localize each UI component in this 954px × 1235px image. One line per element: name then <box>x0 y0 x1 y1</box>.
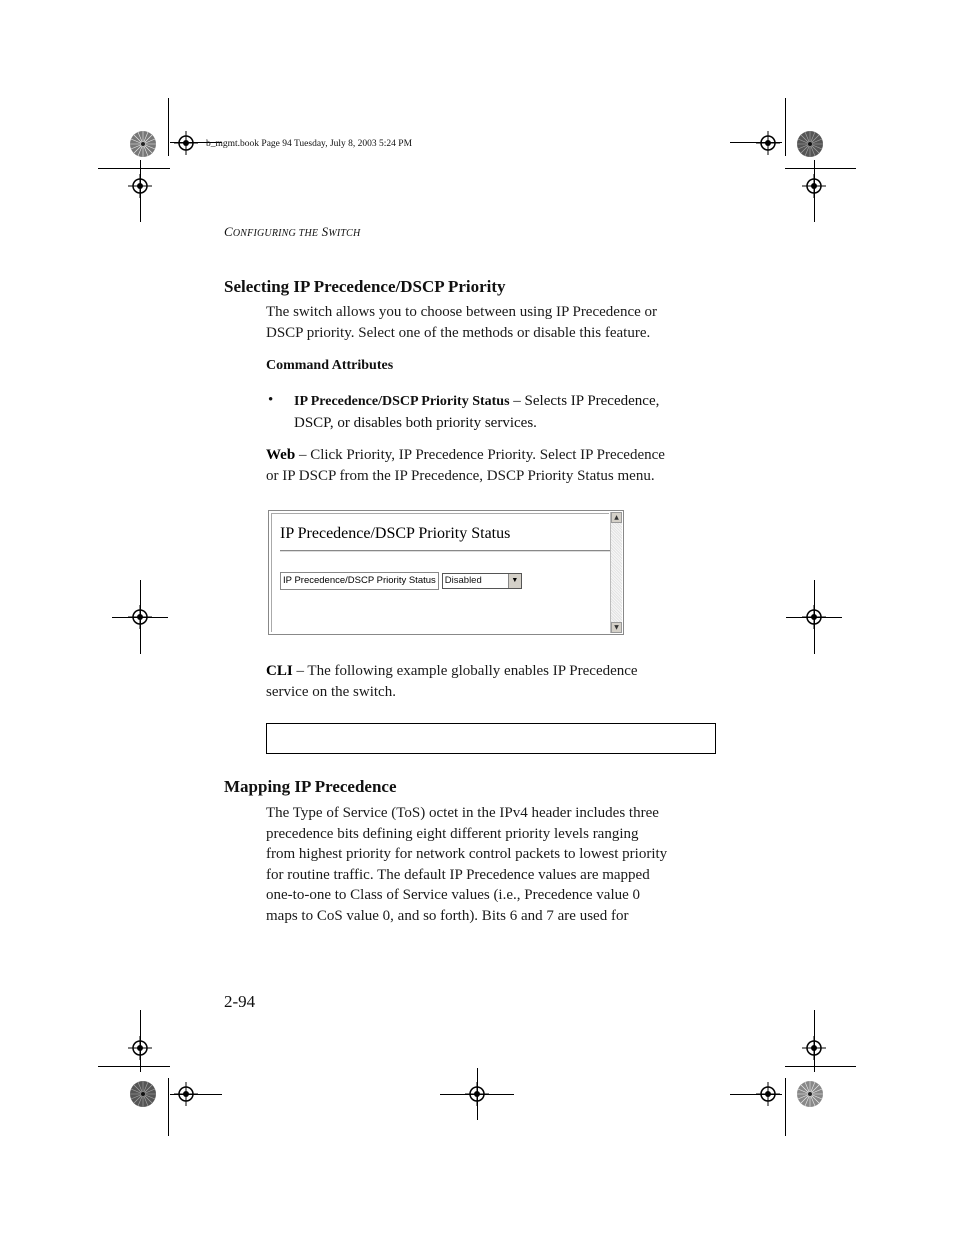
registration-target-icon <box>802 1036 826 1060</box>
registration-target-icon <box>128 1036 152 1060</box>
priority-status-label: IP Precedence/DSCP Priority Status <box>280 572 439 590</box>
crop-mark <box>785 1066 856 1067</box>
registration-target-icon <box>802 605 826 629</box>
command-attributes-heading: Command Attributes <box>266 358 394 373</box>
registration-target-icon <box>174 1082 198 1106</box>
registration-target-icon <box>756 131 780 155</box>
registration-target-icon <box>802 174 826 198</box>
registration-target-icon <box>128 605 152 629</box>
scroll-down-icon[interactable]: ▼ <box>611 622 622 633</box>
crop-mark <box>98 168 170 169</box>
section-heading-ip-precedence-dscp: Selecting IP Precedence/DSCP Priority <box>224 277 506 296</box>
print-metadata: b_mgmt.book Page 94 Tuesday, July 8, 2003 5:24 PM <box>206 139 413 149</box>
registration-target-icon <box>756 1082 780 1106</box>
bullet-icon: • <box>268 392 274 408</box>
section-heading-mapping-ip-precedence: Mapping IP Precedence <box>224 777 397 796</box>
priority-status-value: Disabled <box>444 575 482 586</box>
starburst-mark-icon <box>129 130 157 158</box>
registration-target-icon <box>465 1082 489 1106</box>
web-instructions: Web – Click Priority, IP Precedence Priority. Select IP Precedence or IP DSCP from the IP Precedence, DSCP Priority Status menu. <box>266 447 665 484</box>
chevron-down-icon[interactable]: ▼ <box>508 574 521 588</box>
crop-mark <box>785 168 856 169</box>
running-head: CONFIGURING THE SWITCH <box>224 224 361 239</box>
cli-example-box <box>266 723 716 754</box>
registration-target-icon <box>128 174 152 198</box>
starburst-mark-icon <box>129 1080 157 1108</box>
web-ui-frame <box>271 513 609 632</box>
web-ui-title: IP Precedence/DSCP Priority Status <box>280 525 511 542</box>
crop-mark <box>168 1078 169 1136</box>
crop-mark <box>785 1078 786 1136</box>
crop-mark <box>168 98 169 156</box>
cli-instructions: CLI – The following example globally enables IP Precedence service on the switch. <box>266 663 638 700</box>
starburst-mark-icon <box>796 130 824 158</box>
crop-mark <box>98 1066 170 1067</box>
registration-target-icon <box>174 131 198 155</box>
priority-status-row <box>280 572 522 590</box>
web-ui-screenshot <box>268 510 624 635</box>
starburst-mark-icon <box>796 1080 824 1108</box>
title-divider <box>280 550 610 552</box>
priority-status-select[interactable] <box>442 573 522 589</box>
page-number: 2-94 <box>224 992 256 1011</box>
attribute-list-item: IP Precedence/DSCP Priority Status – Selects IP Precedence, DSCP, or disables both priority services. <box>294 393 660 431</box>
vertical-scrollbar[interactable] <box>610 512 622 633</box>
scroll-up-icon[interactable]: ▲ <box>611 512 622 523</box>
crop-mark <box>785 98 786 156</box>
section1-intro: The switch allows you to choose between using IP Precedence or DSCP priority. Select one of the methods or disable this feature. <box>266 304 658 341</box>
section2-body: The Type of Service (ToS) octet in the IPv4 header includes three precedence bits defining eight different priority levels ranging from highest priority for network control packets to lowest priority for routine traffic. The default IP Precedence values are mapped one-to-one to Class of Service values (i.e., Precedence value 0 maps to CoS value 0, and so forth). Bits 6 and 7 are used for <box>266 805 668 924</box>
